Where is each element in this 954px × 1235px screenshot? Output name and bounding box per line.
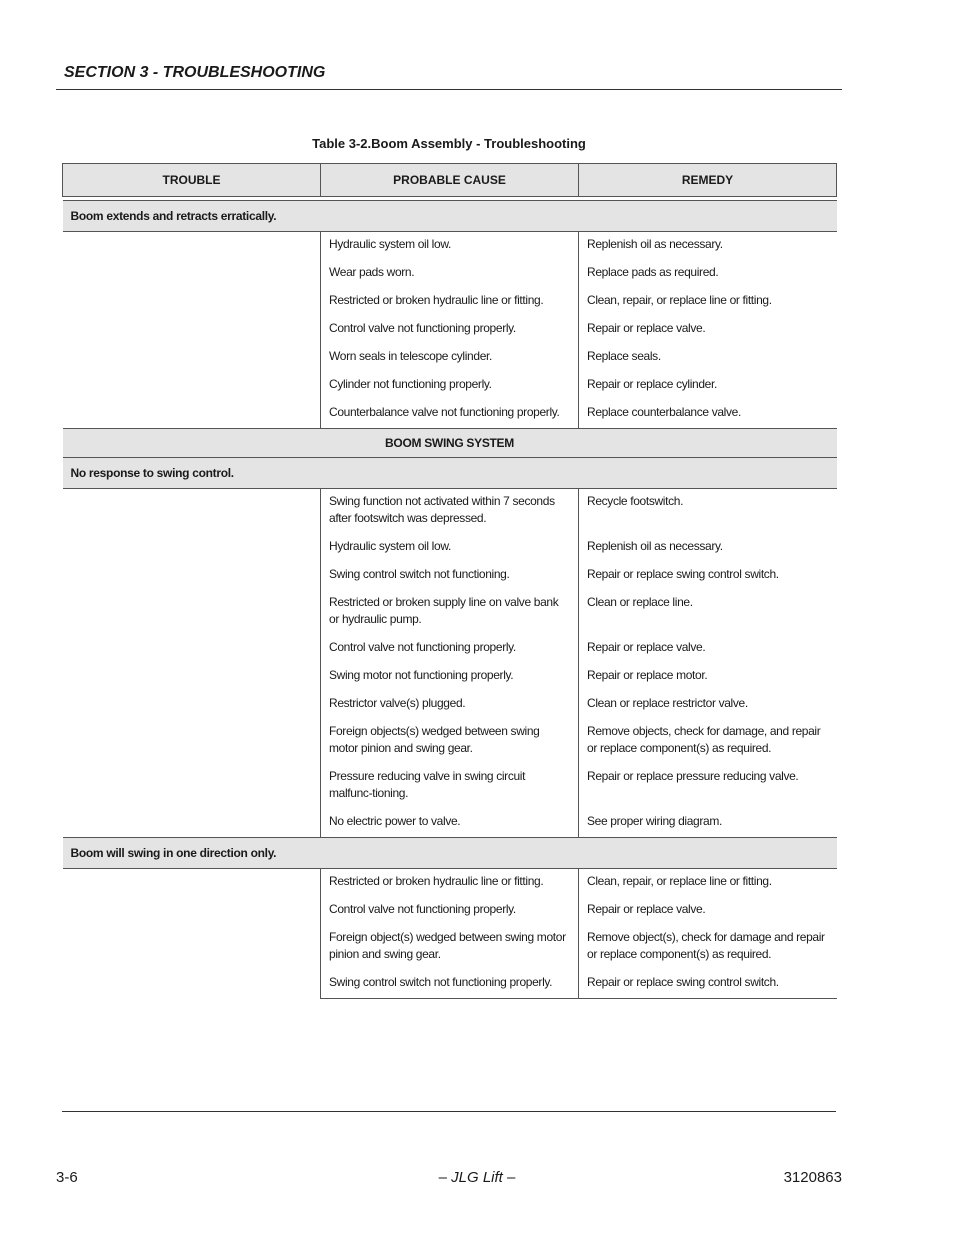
trouble-cell — [63, 764, 321, 809]
remedy-cell: Replace pads as required. — [579, 260, 837, 288]
table-row — [63, 925, 837, 970]
probable-cause-cell: Swing control switch not functioning. — [321, 562, 579, 590]
remedy-cell: Replace counterbalance valve. — [579, 400, 837, 429]
troubleshooting-table — [62, 163, 837, 999]
document-number: 3120863 — [783, 1169, 842, 1186]
remedy-cell: Clean, repair, or replace line or fitting. — [579, 288, 837, 316]
table-row — [63, 590, 837, 635]
remedy-cell: Replace seals. — [579, 344, 837, 372]
trouble-cell — [63, 400, 321, 429]
trouble-cell — [63, 635, 321, 663]
trouble-cell — [63, 288, 321, 316]
table-row — [63, 869, 837, 898]
trouble-cell — [63, 534, 321, 562]
remedy-cell: Repair or replace motor. — [579, 663, 837, 691]
trouble-cell — [63, 869, 321, 898]
section-title: SECTION 3 - TROUBLESHOOTING — [64, 64, 326, 81]
remedy-cell: See proper wiring diagram. — [579, 809, 837, 838]
table-header-row — [63, 164, 837, 197]
table-row — [63, 691, 837, 719]
trouble-cell — [63, 372, 321, 400]
table-row — [63, 635, 837, 663]
trouble-cell — [63, 232, 321, 261]
table-row — [63, 534, 837, 562]
remedy-cell: Repair or replace pressure reducing valve. — [579, 764, 837, 809]
probable-cause-cell: Foreign object(s) wedged between swing motor pinion and swing gear. — [321, 925, 579, 970]
section-heading: BOOM SWING SYSTEM — [63, 429, 837, 458]
probable-cause-cell: Swing motor not functioning properly. — [321, 663, 579, 691]
trouble-cell — [63, 489, 321, 535]
table-row — [63, 897, 837, 925]
table-row — [63, 344, 837, 372]
remedy-cell: Remove objects, check for damage, and repair or replace component(s) as required. — [579, 719, 837, 764]
table-row — [63, 764, 837, 809]
probable-cause-cell: Counterbalance valve not functioning properly. — [321, 400, 579, 429]
probable-cause-cell: Restricted or broken supply line on valve bank or hydraulic pump. — [321, 590, 579, 635]
footer-divider — [62, 1111, 836, 1112]
trouble-cell — [63, 897, 321, 925]
table-row — [63, 400, 837, 429]
trouble-description: Boom extends and retracts erratically. — [63, 201, 837, 232]
trouble-description: Boom will swing in one direction only. — [63, 838, 837, 869]
column-header-probable-cause: PROBABLE CAUSE — [321, 164, 579, 197]
probable-cause-cell: No electric power to valve. — [321, 809, 579, 838]
probable-cause-cell: Control valve not functioning properly. — [321, 635, 579, 663]
remedy-cell: Recycle footswitch. — [579, 489, 837, 535]
probable-cause-cell: Foreign objects(s) wedged between swing motor pinion and swing gear. — [321, 719, 579, 764]
table-row — [63, 809, 837, 838]
probable-cause-cell: Restrictor valve(s) plugged. — [321, 691, 579, 719]
remedy-cell: Clean or replace line. — [579, 590, 837, 635]
page-number: 3-6 — [56, 1169, 78, 1186]
section-heading-row — [63, 429, 837, 458]
trouble-row — [63, 838, 837, 869]
remedy-cell: Repair or replace swing control switch. — [579, 562, 837, 590]
table-row — [63, 562, 837, 590]
trouble-cell — [63, 316, 321, 344]
trouble-cell — [63, 663, 321, 691]
table-row — [63, 232, 837, 261]
trouble-description: No response to swing control. — [63, 458, 837, 489]
probable-cause-cell: Cylinder not functioning properly. — [321, 372, 579, 400]
probable-cause-cell: Restricted or broken hydraulic line or fitting. — [321, 288, 579, 316]
probable-cause-cell: Worn seals in telescope cylinder. — [321, 344, 579, 372]
table-row — [63, 970, 837, 999]
remedy-cell: Remove object(s), check for damage and repair or replace component(s) as required. — [579, 925, 837, 970]
header-divider — [56, 89, 842, 90]
footer-publisher: – JLG Lift – — [438, 1169, 516, 1186]
trouble-cell — [63, 344, 321, 372]
probable-cause-cell: Restricted or broken hydraulic line or fitting. — [321, 869, 579, 898]
remedy-cell: Replenish oil as necessary. — [579, 534, 837, 562]
table-row — [63, 489, 837, 535]
trouble-row — [63, 458, 837, 489]
probable-cause-cell: Hydraulic system oil low. — [321, 232, 579, 261]
trouble-cell — [63, 260, 321, 288]
table-row — [63, 316, 837, 344]
table-caption: Table 3-2.Boom Assembly - Troubleshooting — [312, 136, 586, 151]
remedy-cell: Repair or replace valve. — [579, 635, 837, 663]
remedy-cell: Repair or replace valve. — [579, 316, 837, 344]
table-row — [63, 719, 837, 764]
trouble-cell — [63, 562, 321, 590]
trouble-cell — [63, 691, 321, 719]
trouble-row — [63, 201, 837, 232]
remedy-cell: Repair or replace cylinder. — [579, 372, 837, 400]
remedy-cell: Clean or replace restrictor valve. — [579, 691, 837, 719]
table-row — [63, 288, 837, 316]
probable-cause-cell: Swing function not activated within 7 seconds after footswitch was depressed. — [321, 489, 579, 535]
trouble-cell — [63, 590, 321, 635]
remedy-cell: Replenish oil as necessary. — [579, 232, 837, 261]
trouble-cell — [63, 809, 321, 838]
column-header-remedy: REMEDY — [579, 164, 837, 197]
remedy-cell: Clean, repair, or replace line or fitting. — [579, 869, 837, 898]
trouble-cell — [63, 925, 321, 970]
probable-cause-cell: Swing control switch not functioning properly. — [321, 970, 579, 999]
remedy-cell: Repair or replace valve. — [579, 897, 837, 925]
table-row — [63, 260, 837, 288]
trouble-cell — [63, 970, 321, 999]
remedy-cell: Repair or replace swing control switch. — [579, 970, 837, 999]
table-row — [63, 372, 837, 400]
table-row — [63, 663, 837, 691]
probable-cause-cell: Hydraulic system oil low. — [321, 534, 579, 562]
probable-cause-cell: Pressure reducing valve in swing circuit malfunc-tioning. — [321, 764, 579, 809]
probable-cause-cell: Control valve not functioning properly. — [321, 897, 579, 925]
probable-cause-cell: Wear pads worn. — [321, 260, 579, 288]
probable-cause-cell: Control valve not functioning properly. — [321, 316, 579, 344]
trouble-cell — [63, 719, 321, 764]
column-header-trouble: TROUBLE — [63, 164, 321, 197]
